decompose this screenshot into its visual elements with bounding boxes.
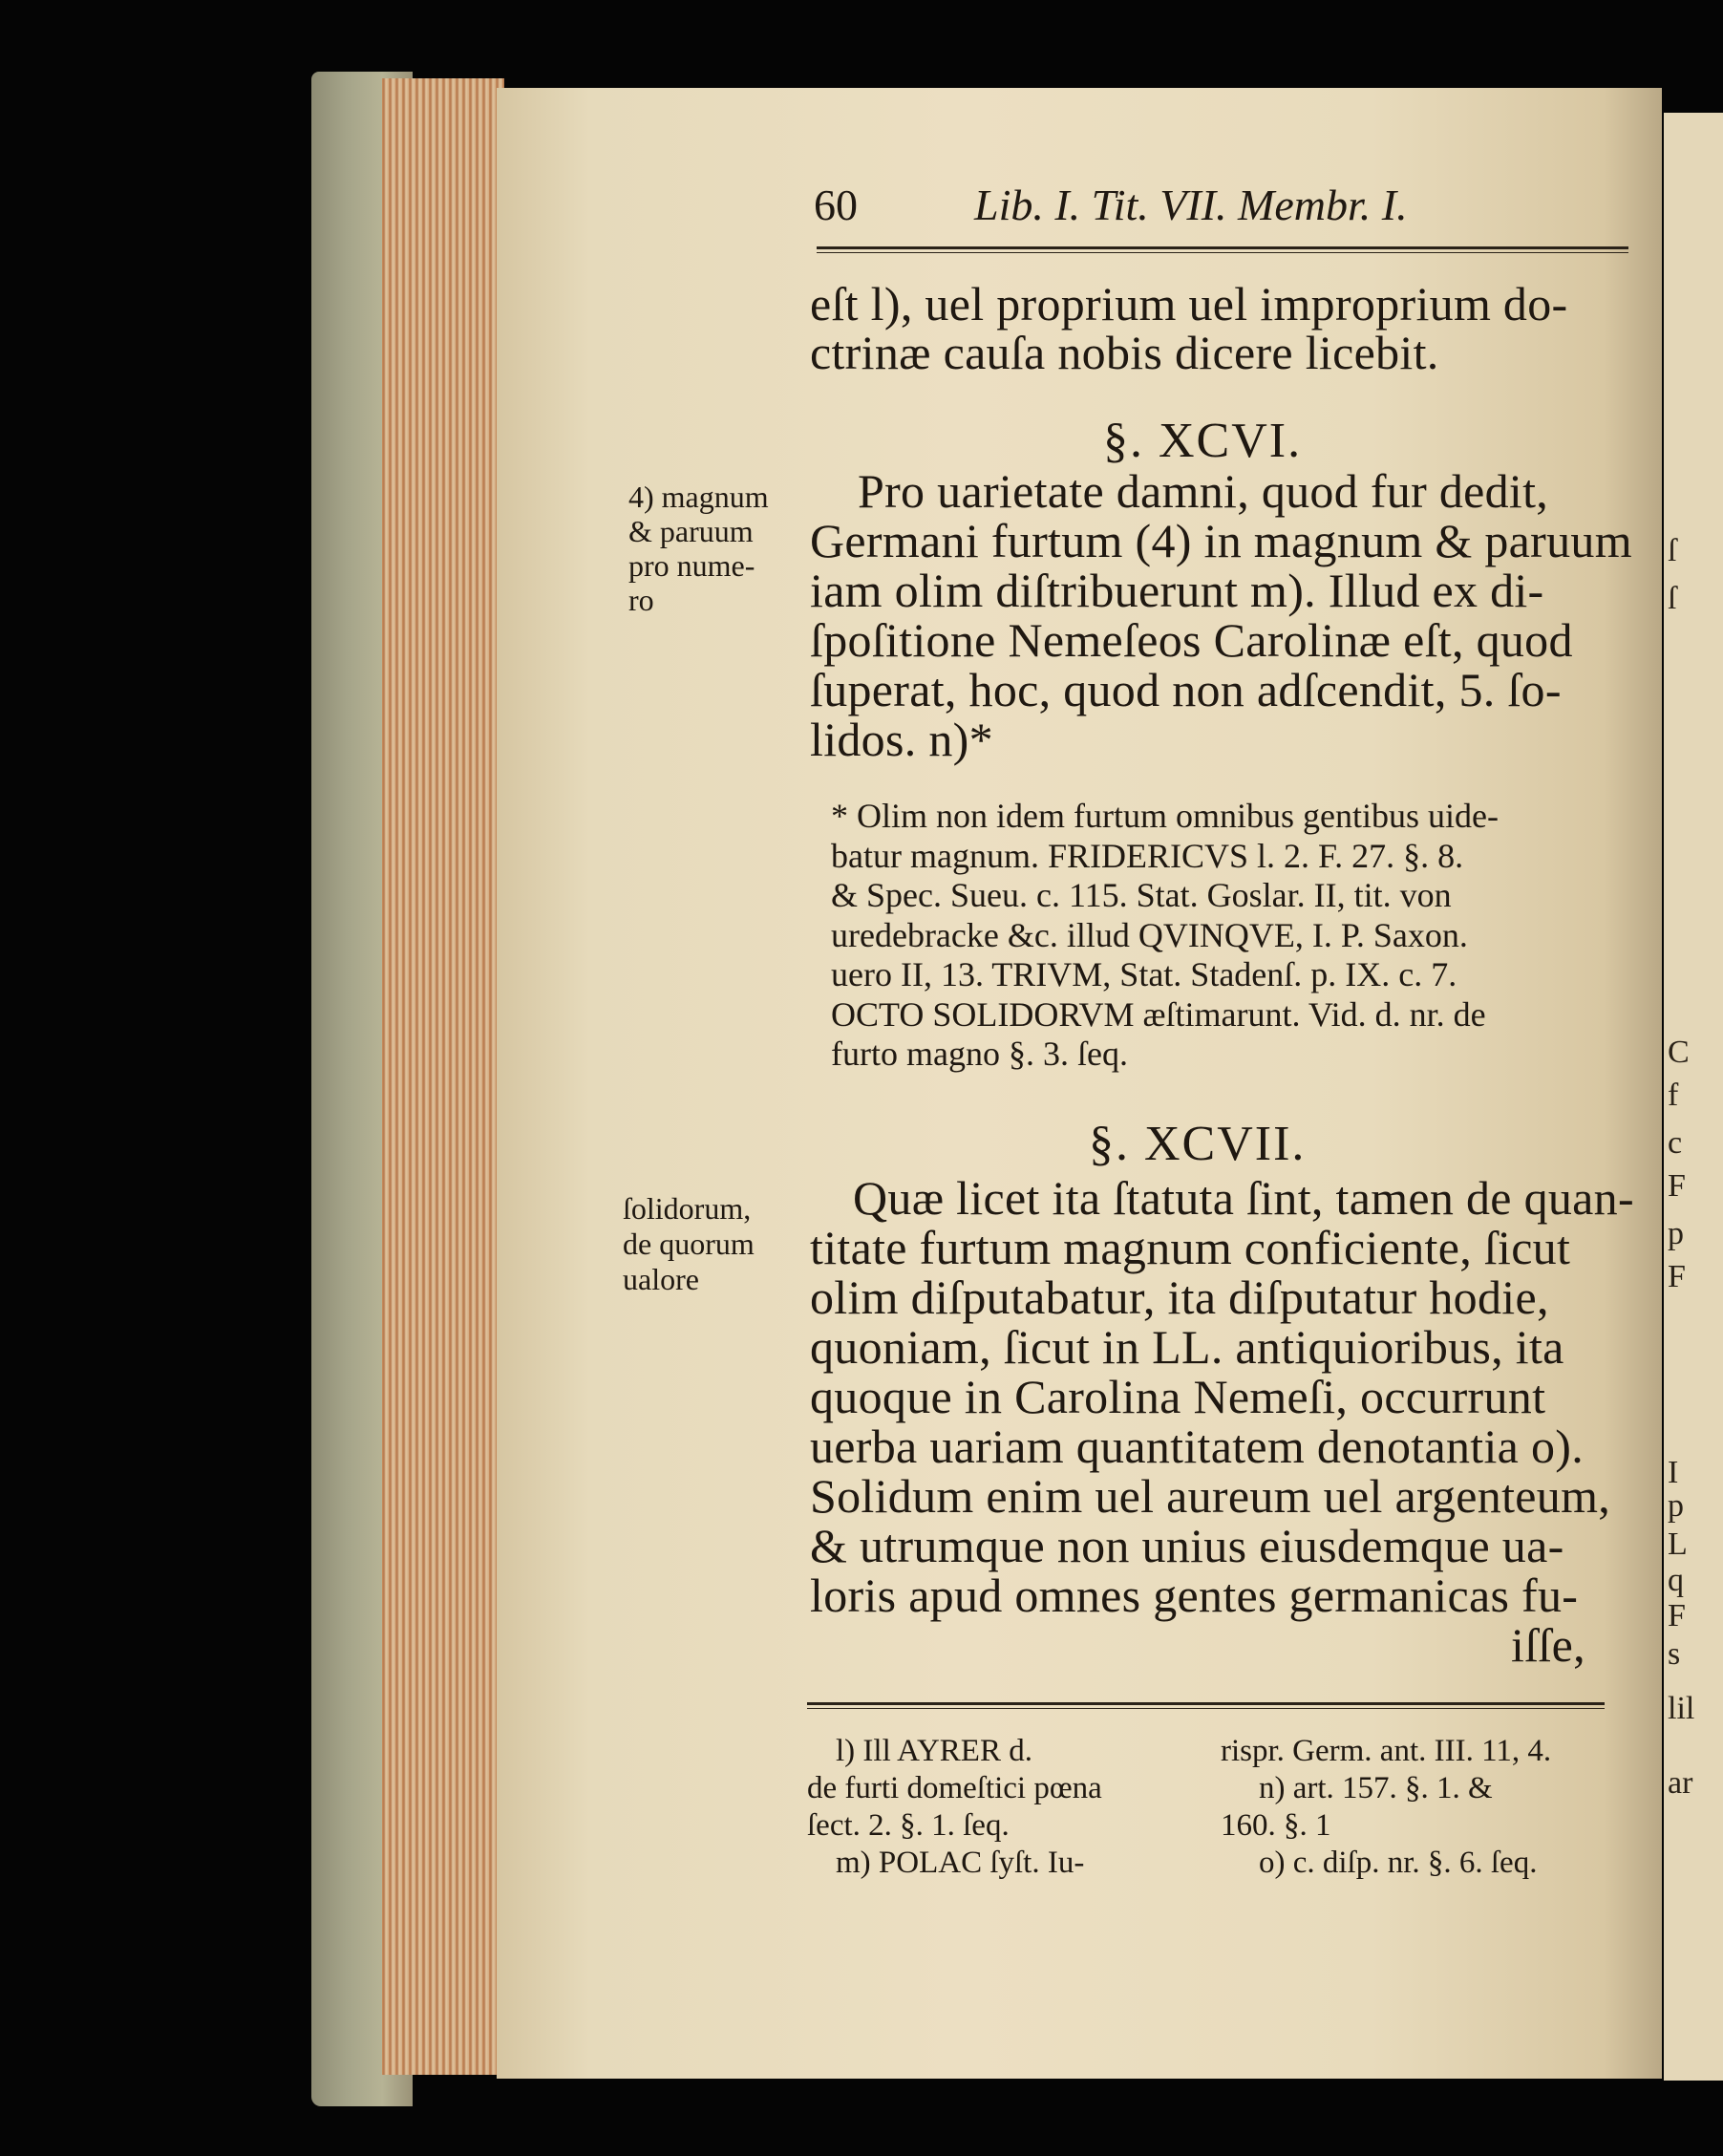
- note-line: batur magnum. FRIDERICVS l. 2. F. 27. §. 8.: [831, 837, 1464, 875]
- text-line: Germani furtum (4) in magnum & paruum: [810, 514, 1632, 567]
- text-line: loris apud omnes gentes germanicas fu-: [810, 1569, 1579, 1622]
- footnote-right-line: n) art. 157. §. 1. &: [1259, 1771, 1493, 1805]
- text-line: olim diſputabatur, ita diſputatur hodie,: [810, 1270, 1549, 1324]
- text-line: quoque in Carolina Nemeſi, occurrunt: [810, 1370, 1546, 1423]
- footnote-left-line: m) POLAC ſyſt. Iu-: [836, 1846, 1085, 1880]
- text-line: Solidum enim uel aureum uel argenteum,: [810, 1469, 1611, 1523]
- footnote-right-line: rispr. Germ. ant. III. 11, 4.: [1221, 1734, 1552, 1768]
- adjacent-page-fragment: ar: [1668, 1765, 1693, 1801]
- adjacent-page-fragment: p: [1668, 1488, 1684, 1524]
- footnote-left-line: de furti domeſtici pœna: [807, 1771, 1102, 1805]
- text-line: iſſe,: [1511, 1618, 1585, 1672]
- section-heading-xcvi: §. XCVI.: [1103, 414, 1303, 468]
- footnote-left-line: ſect. 2. §. 1. ſeq.: [807, 1808, 1010, 1843]
- text-line: ſuperat, hoc, quod non adſcendit, 5. ſo-: [810, 663, 1562, 716]
- note-line: uredebracke &c. illud QVINQVE, I. P. Saxon.: [831, 916, 1468, 954]
- text-line: & utrumque non unius eiusdemque ua-: [810, 1519, 1564, 1572]
- margin-note-line: de quorum: [623, 1227, 755, 1261]
- text-line: uerba uariam quantitatem denotantia o).: [810, 1420, 1584, 1473]
- adjacent-page: [1664, 113, 1723, 2081]
- adjacent-page-fragment: I: [1668, 1455, 1679, 1490]
- note-line: & Spec. Sueu. c. 115. Stat. Goslar. II, tit. von: [831, 876, 1452, 914]
- adjacent-page-fragment: F: [1668, 1168, 1686, 1204]
- footnote-right-line: 160. §. 1: [1221, 1808, 1331, 1843]
- note-line: uero II, 13. TRIVM, Stat. Stadenſ. p. IX. c. 7.: [831, 955, 1457, 993]
- text-line: eſt l), uel proprium uel improprium do-: [810, 277, 1568, 331]
- adjacent-page-fragment: F: [1668, 1598, 1686, 1633]
- page-edges: [382, 78, 504, 2075]
- text-line: iam olim diſtribuerunt m). Illud ex di-: [810, 564, 1544, 617]
- header-rule: [817, 246, 1628, 249]
- text-line: quoniam, ſicut in LL. antiquioribus, ita: [810, 1320, 1564, 1374]
- text-line: ſpoſitione Nemeſeos Carolinæ eſt, quod: [810, 613, 1573, 667]
- footnote-left-line: l) Ill AYRER d.: [836, 1734, 1032, 1768]
- margin-note-line: ſolidorum,: [623, 1191, 752, 1226]
- adjacent-page-fragment: L: [1668, 1526, 1688, 1562]
- adjacent-page-fragment: s: [1668, 1636, 1681, 1672]
- footnote-rule-thin: [807, 1708, 1605, 1709]
- adjacent-page-fragment: lil: [1668, 1691, 1695, 1726]
- adjacent-page-fragment: F: [1668, 1259, 1686, 1294]
- running-title: Lib. I. Tit. VII. Membr. I.: [974, 181, 1408, 229]
- adjacent-page-fragment: C: [1668, 1035, 1690, 1070]
- adjacent-page-fragment: c: [1668, 1125, 1683, 1161]
- text-line: ctrinæ cauſa nobis dicere licebit.: [810, 326, 1439, 379]
- footnote-rule: [807, 1702, 1605, 1705]
- margin-note-line: ro: [628, 583, 654, 617]
- margin-note-line: 4) magnum: [628, 480, 769, 514]
- adjacent-page-fragment: ſ: [1668, 581, 1677, 616]
- adjacent-page-fragment: p: [1668, 1216, 1684, 1251]
- note-line: * Olim non idem furtum omnibus gentibus uide-: [831, 797, 1499, 835]
- adjacent-page-fragment: f: [1668, 1078, 1679, 1113]
- footnote-right-line: o) c. diſp. nr. §. 6. ſeq.: [1259, 1846, 1538, 1880]
- note-line: OCTO SOLIDORVM æſtimarunt. Vid. d. nr. de: [831, 995, 1486, 1034]
- text-line: Pro uarietate damni, quod fur dedit,: [858, 464, 1549, 518]
- page-number: 60: [814, 181, 858, 229]
- text-line: titate furtum magnum conficiente, ſicut: [810, 1221, 1571, 1274]
- adjacent-page-fragment: q: [1668, 1563, 1684, 1598]
- margin-note-line: & paruum: [628, 514, 754, 548]
- margin-note-line: pro nume-: [628, 548, 755, 583]
- section-heading-xcvii: §. XCVII.: [1089, 1117, 1307, 1171]
- margin-note-line: ualore: [623, 1262, 699, 1296]
- text-line: lidos. n)*: [810, 713, 993, 766]
- text-line: Quæ licet ita ſtatuta ſint, tamen de quan-: [853, 1171, 1634, 1225]
- header-rule-thin: [817, 252, 1628, 253]
- adjacent-page-fragment: ſ: [1668, 533, 1677, 568]
- note-line: furto magno §. 3. ſeq.: [831, 1035, 1128, 1073]
